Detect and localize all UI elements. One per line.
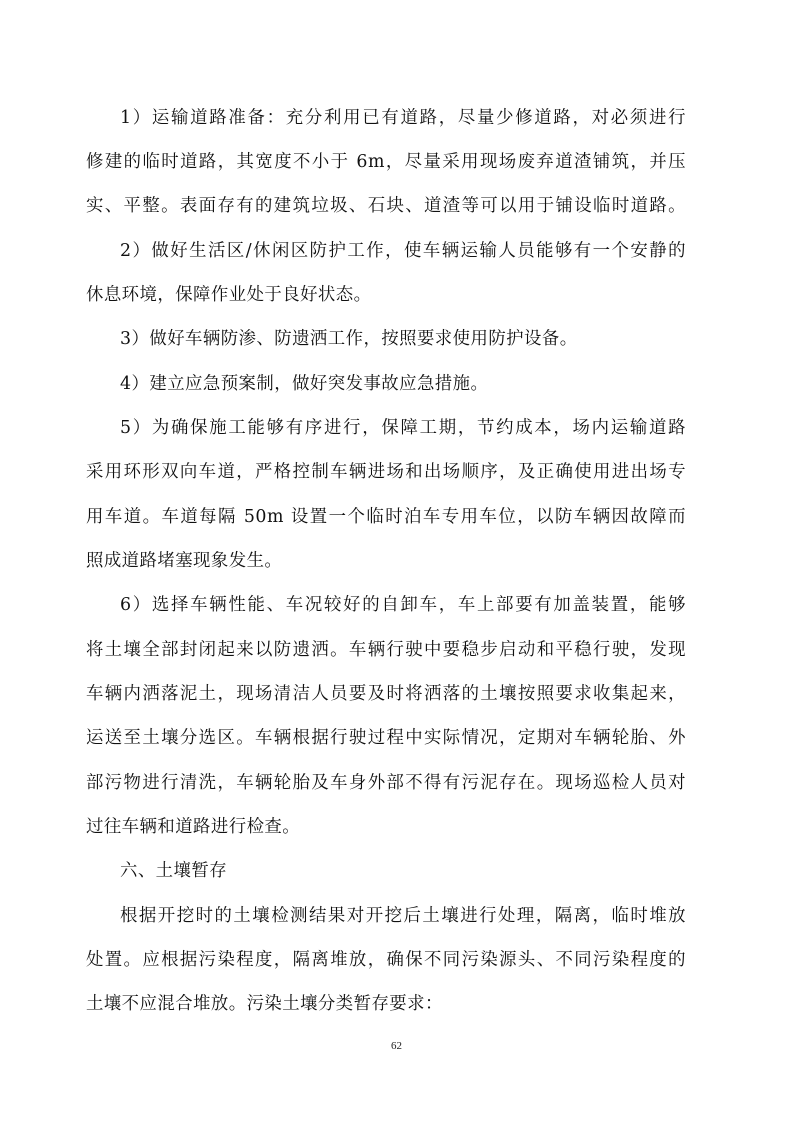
text-line: 3）做好车辆防渗、防遗洒工作，按照要求使用防护设备。 bbox=[120, 329, 578, 349]
text-line: 运送至土壤分选区。车辆根据行驶过程中实际情况，定期对车辆轮胎、外 bbox=[86, 728, 686, 748]
text-line: 2）做好生活区/休闲区防护工作，使车辆运输人员能够有一个安静的 bbox=[120, 241, 686, 261]
text-line: 采用环形双向车道，严格控制车辆进场和出场顺序，及正确使用进出场专 bbox=[86, 462, 686, 482]
text-line: 土壤不应混合堆放。污染土壤分类暂存要求： bbox=[86, 994, 443, 1014]
text-line: 将土壤全部封闭起来以防遗洒。车辆行驶中要稳步启动和平稳行驶，发现 bbox=[86, 640, 686, 660]
text-line: 6）选择车辆性能、车况较好的自卸车，车上部要有加盖装置，能够 bbox=[120, 595, 686, 615]
text-line: 根据开挖时的土壤检测结果对开挖后土壤进行处理，隔离，临时堆放 bbox=[120, 906, 686, 926]
section-heading: 六、土壤暂存 bbox=[120, 861, 228, 881]
text-line: 照成道路堵塞现象发生。 bbox=[86, 551, 283, 571]
text-line: 处置。应根据污染程度，隔离堆放，确保不同污染源头、不同污染程度的 bbox=[86, 950, 686, 970]
text-line: 部污物进行清洗，车辆轮胎及车身外部不得有污泥存在。现场巡检人员对 bbox=[86, 773, 686, 793]
text-line: 过往车辆和道路进行检查。 bbox=[86, 817, 301, 837]
text-line: 车辆内洒落泥土，现场清洁人员要及时将洒落的土壤按照要求收集起来， bbox=[86, 684, 686, 704]
text-line: 修建的临时道路，其宽度不小于 6m，尽量采用现场废弃道渣铺筑，并压 bbox=[86, 152, 686, 172]
text-line: 实、平整。表面存有的建筑垃圾、石块、道渣等可以用于铺设临时道路。 bbox=[86, 196, 686, 216]
text-line: 用车道。车道每隔 50m 设置一个临时泊车专用车位，以防车辆因故障而 bbox=[86, 507, 686, 527]
text-line: 4）建立应急预案制，做好突发事故应急措施。 bbox=[120, 374, 489, 394]
text-line: 1）运输道路准备：充分利用已有道路，尽量少修道路，对必须进行 bbox=[120, 108, 686, 128]
page-number: 62 bbox=[391, 1040, 402, 1052]
text-line: 休息环境，保障作业处于良好状态。 bbox=[86, 285, 372, 305]
text-line: 5）为确保施工能够有序进行，保障工期，节约成本，场内运输道路 bbox=[120, 418, 686, 438]
